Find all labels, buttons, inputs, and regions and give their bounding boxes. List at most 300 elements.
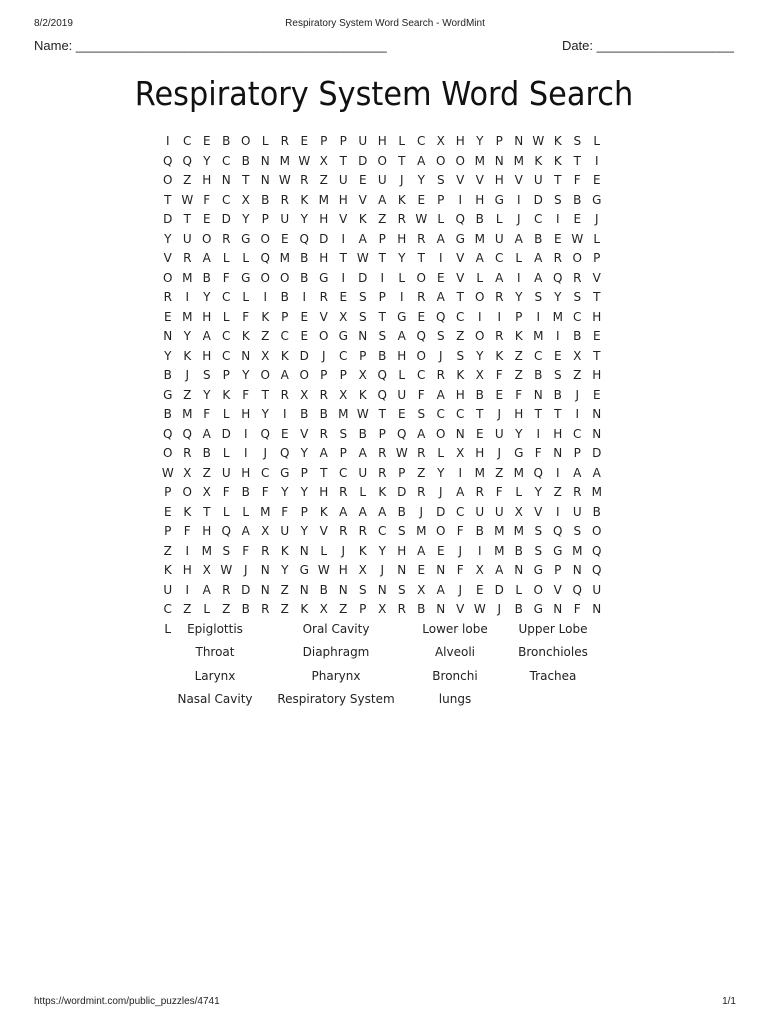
grid-letter: O [260, 270, 270, 285]
grid-letter: H [494, 173, 504, 187]
grid-letter: F [573, 173, 581, 187]
grid-letter: R [397, 212, 406, 226]
grid-letter: N [358, 329, 368, 343]
grid-letter: K [300, 602, 309, 616]
grid-letter: K [261, 309, 270, 324]
grid-letter: U [494, 426, 504, 441]
grid-letter: D [241, 582, 251, 597]
grid-letter: H [202, 524, 212, 538]
grid-letter: R [300, 173, 309, 187]
grid-letter: U [221, 465, 231, 480]
grid-letter: S [573, 290, 582, 304]
grid-letter: M [474, 153, 485, 168]
grid-letter: D [397, 485, 407, 499]
grid-letter: X [202, 485, 211, 499]
grid-letter: H [202, 348, 212, 363]
grid-letter: O [163, 173, 173, 187]
grid-letter: R [183, 251, 192, 265]
grid-letter: P [495, 134, 503, 148]
grid-letter: R [417, 290, 426, 304]
grid-letter: S [397, 524, 406, 538]
grid-letter: I [536, 426, 541, 441]
grid-letter: N [377, 582, 387, 597]
grid-letter: P [378, 290, 386, 304]
grid-letter: D [221, 426, 231, 441]
grid-letter: V [514, 173, 523, 187]
grid-letter: J [594, 212, 599, 226]
grid-letter: R [573, 270, 582, 285]
grid-letter: B [475, 524, 484, 538]
grid-letter: C [280, 329, 289, 343]
grid-letter: E [280, 426, 289, 441]
grid-letter: V [475, 173, 484, 187]
grid-letter: Z [261, 329, 270, 343]
grid-letter: D [592, 446, 602, 460]
grid-letter: N [241, 348, 251, 363]
word-list-item: Larynx [194, 668, 236, 683]
grid-letter: Q [377, 387, 387, 402]
grid-letter: E [339, 290, 348, 304]
grid-letter: R [183, 446, 192, 460]
grid-letter: A [319, 446, 328, 460]
grid-letter: R [280, 387, 289, 402]
grid-letter: K [397, 192, 406, 207]
grid-letter: R [417, 231, 426, 246]
grid-letter: Q [163, 153, 173, 168]
word-list-item: Pharynx [311, 668, 361, 683]
grid-letter: Z [553, 485, 562, 499]
grid-letter: M [182, 309, 193, 324]
grid-letter: Y [242, 212, 250, 226]
grid-letter: J [458, 543, 463, 558]
grid-letter: P [339, 368, 347, 382]
grid-letter: O [241, 134, 251, 148]
grid-letter: E [475, 426, 484, 441]
grid-letter: Y [183, 329, 191, 343]
grid-letter: C [222, 153, 231, 168]
grid-letter: T [378, 251, 386, 265]
print-date: 8/2/2019 [34, 18, 73, 29]
grid-letter: T [534, 407, 542, 421]
grid-letter: P [359, 348, 367, 363]
grid-letter: K [222, 387, 231, 402]
grid-letter: I [282, 407, 287, 421]
grid-letter: X [417, 582, 426, 597]
grid-letter: C [573, 426, 582, 441]
grid-letter: A [417, 543, 426, 558]
grid-letter: O [455, 153, 465, 168]
grid-letter: D [436, 504, 446, 519]
grid-letter: K [534, 153, 543, 168]
grid-letter: X [358, 563, 367, 577]
grid-letter: R [378, 446, 387, 460]
grid-letter: Z [183, 602, 192, 616]
grid-letter: L [398, 368, 406, 382]
word-list-item: Diaphragm [302, 645, 370, 660]
grid-letter: I [555, 212, 560, 226]
grid-letter: Y [300, 485, 308, 499]
grid-letter: Y [476, 348, 484, 363]
grid-letter: O [475, 329, 485, 343]
grid-letter: H [319, 485, 329, 499]
grid-letter: M [474, 231, 485, 246]
grid-letter: O [416, 270, 426, 285]
grid-letter: F [495, 368, 503, 382]
grid-letter: S [222, 543, 231, 558]
grid-letter: A [534, 270, 543, 285]
grid-letter: M [182, 270, 193, 285]
grid-letter: C [261, 465, 270, 480]
grid-letter: B [397, 504, 406, 519]
grid-letter: F [242, 309, 250, 324]
grid-letter: T [261, 387, 269, 402]
grid-letter: T [593, 290, 601, 304]
grid-letter: Y [300, 446, 308, 460]
grid-letter: A [417, 153, 426, 168]
date-field: Date: ___________________ [561, 38, 734, 53]
grid-letter: M [533, 329, 544, 343]
grid-letter: U [397, 387, 407, 402]
grid-letter: A [358, 504, 367, 519]
grid-letter: C [378, 524, 387, 538]
grid-letter: F [222, 485, 230, 499]
grid-letter: W [317, 563, 330, 577]
grid-letter: S [553, 368, 562, 382]
grid-letter: J [380, 563, 385, 577]
grid-letter: Z [514, 348, 523, 363]
grid-letter: E [436, 270, 445, 285]
grid-letter: R [339, 524, 348, 538]
grid-letter: H [319, 212, 329, 226]
grid-letter: Z [183, 173, 192, 187]
grid-letter: W [181, 192, 194, 207]
grid-letter: R [378, 465, 387, 480]
grid-letter: P [359, 602, 367, 616]
grid-letter: H [397, 348, 407, 363]
grid-letter: H [202, 309, 212, 324]
grid-letter: W [473, 602, 486, 616]
grid-letter: L [593, 231, 601, 246]
grid-letter: N [260, 582, 270, 597]
grid-letter: S [378, 329, 387, 343]
grid-letter: J [321, 348, 326, 363]
grid-letter: B [358, 426, 367, 441]
word-list-item [501, 689, 605, 712]
grid-letter: N [514, 134, 524, 148]
grid-letter: N [553, 602, 563, 616]
grid-letter: L [320, 543, 328, 558]
grid-letter: C [534, 212, 543, 226]
grid-letter: J [399, 173, 404, 187]
grid-letter: S [397, 582, 406, 597]
grid-letter: R [339, 485, 348, 499]
grid-letter: L [437, 212, 445, 226]
grid-letter: N [260, 173, 270, 187]
grid-letter: Q [260, 251, 270, 265]
grid-letter: Y [203, 290, 211, 304]
grid-letter: Y [476, 134, 484, 148]
grid-letter: B [300, 251, 309, 265]
grid-letter: R [573, 485, 582, 499]
grid-letter: P [593, 251, 601, 265]
grid-letter: E [300, 309, 309, 324]
grid-letter: E [163, 504, 172, 519]
grid-letter: L [398, 134, 406, 148]
grid-letter: J [458, 582, 463, 597]
grid-letter: A [534, 251, 543, 265]
grid-letter: O [377, 153, 387, 168]
grid-letter: B [592, 504, 601, 519]
grid-letter: W [278, 173, 291, 187]
grid-letter: T [339, 251, 347, 265]
grid-letter: E [202, 134, 211, 148]
grid-letter: T [203, 504, 211, 519]
grid-letter: H [202, 173, 212, 187]
grid-letter: J [341, 543, 346, 558]
grid-letter: I [302, 290, 307, 304]
grid-letter: Y [417, 173, 425, 187]
grid-letter: B [573, 329, 582, 343]
grid-letter: O [592, 524, 602, 538]
grid-letter: R [417, 485, 426, 499]
grid-letter: O [260, 368, 270, 382]
grid-letter: W [415, 212, 428, 226]
grid-letter: S [436, 173, 445, 187]
grid-letter: P [339, 134, 347, 148]
grid-letter: A [339, 504, 348, 519]
grid-letter: Q [416, 329, 426, 343]
grid-letter: F [222, 270, 230, 285]
grid-letter: H [455, 387, 465, 402]
grid-letter: R [417, 446, 426, 460]
grid-letter: I [185, 543, 190, 558]
grid-letter: X [261, 348, 270, 363]
grid-letter: G [553, 543, 563, 558]
grid-letter: S [534, 543, 543, 558]
grid-letter: P [300, 504, 308, 519]
grid-letter: P [320, 368, 328, 382]
grid-letter: P [320, 134, 328, 148]
grid-letter: H [319, 251, 329, 265]
grid-letter: P [437, 192, 445, 207]
grid-letter: S [456, 348, 465, 363]
grid-letter: I [458, 192, 463, 207]
grid-letter: Q [592, 543, 602, 558]
grid-letter: K [378, 485, 387, 499]
grid-letter: O [163, 270, 173, 285]
grid-letter: G [338, 329, 348, 343]
name-field: Name: ___________________________________________ [34, 38, 387, 53]
grid-letter: H [592, 368, 602, 382]
grid-letter: B [241, 153, 250, 168]
grid-letter: P [261, 212, 269, 226]
grid-letter: P [573, 446, 581, 460]
grid-letter: U [494, 231, 504, 246]
word-search-grid [158, 132, 607, 639]
grid-letter: M [494, 524, 505, 538]
grid-letter: E [592, 329, 601, 343]
grid-letter: E [417, 309, 426, 324]
grid-letter: I [341, 270, 346, 285]
grid-letter: L [359, 485, 367, 499]
grid-letter: P [339, 446, 347, 460]
grid-letter: H [338, 563, 348, 577]
grid-letter: S [553, 192, 562, 207]
grid-letter: A [202, 329, 211, 343]
print-footer [34, 996, 736, 1010]
grid-letter: V [163, 251, 172, 265]
grid-letter: L [398, 270, 406, 285]
grid-letter: S [573, 134, 582, 148]
grid-letter: D [163, 212, 173, 226]
grid-letter: F [534, 446, 542, 460]
grid-letter: X [241, 192, 250, 207]
grid-letter: Z [417, 465, 426, 480]
grid-letter: B [378, 348, 387, 363]
grid-letter: M [279, 153, 290, 168]
grid-letter: E [495, 387, 504, 402]
grid-letter: A [378, 504, 387, 519]
grid-letter: N [299, 582, 309, 597]
word-list-item: Epiglottis [187, 622, 243, 636]
grid-letter: L [242, 504, 250, 519]
grid-letter: H [397, 231, 407, 246]
grid-letter: C [573, 309, 582, 324]
grid-letter: I [185, 582, 190, 597]
word-list-item: Respiratory System [277, 691, 395, 706]
grid-letter: L [222, 407, 230, 421]
grid-letter: N [338, 582, 348, 597]
grid-letter: C [163, 602, 172, 616]
grid-letter: O [533, 582, 543, 597]
grid-letter: O [260, 231, 270, 246]
grid-letter: E [397, 407, 406, 421]
grid-letter: O [436, 524, 446, 538]
grid-letter: J [438, 485, 443, 499]
grid-letter: S [534, 290, 543, 304]
grid-letter: G [494, 192, 504, 207]
grid-letter: Y [281, 563, 289, 577]
grid-letter: T [554, 407, 562, 421]
grid-letter: H [592, 309, 602, 324]
grid-letter: L [203, 602, 211, 616]
grid-letter: O [319, 329, 329, 343]
grid-letter: R [163, 290, 172, 304]
grid-letter: O [202, 231, 212, 246]
grid-letter: V [358, 192, 367, 207]
grid-letter: Y [164, 231, 172, 246]
grid-letter: O [572, 251, 582, 265]
grid-letter: L [222, 309, 230, 324]
word-list-item: Trachea [529, 668, 577, 683]
grid-letter: G [241, 270, 251, 285]
grid-letter: R [358, 524, 367, 538]
grid-letter: W [298, 153, 311, 168]
grid-letter: S [534, 524, 543, 538]
grid-letter: U [475, 504, 485, 519]
grid-letter: L [222, 251, 230, 265]
grid-letter: E [573, 212, 582, 226]
grid-letter: Q [553, 524, 563, 538]
grid-letter: A [495, 270, 504, 285]
print-header [34, 18, 736, 32]
print-url: https://wordmint.com/public_puzzles/4741 [34, 996, 220, 1007]
grid-letter: Q [377, 368, 387, 382]
grid-letter: X [573, 348, 582, 363]
grid-letter: Z [319, 173, 328, 187]
grid-letter: E [280, 231, 289, 246]
grid-letter: C [456, 407, 465, 421]
word-list-item: Bronchi [432, 668, 478, 683]
grid-letter: Z [378, 212, 387, 226]
grid-letter: I [516, 270, 521, 285]
grid-letter: V [456, 173, 465, 187]
grid-letter: J [438, 348, 443, 363]
grid-letter: F [261, 485, 269, 499]
grid-letter: X [339, 309, 348, 324]
grid-letter: R [397, 602, 406, 616]
grid-letter: N [592, 407, 602, 421]
grid-letter: Z [280, 582, 289, 597]
grid-letter: H [475, 192, 485, 207]
grid-letter: B [241, 485, 250, 499]
grid-letter: B [475, 387, 484, 402]
grid-letter: R [280, 134, 289, 148]
grid-letter: A [456, 485, 465, 499]
grid-letter: L [515, 251, 523, 265]
grid-letter: M [513, 465, 524, 480]
grid-letter: P [164, 524, 172, 538]
grid-letter: Y [203, 387, 211, 402]
grid-letter: W [532, 134, 545, 148]
grid-letter: D [299, 348, 309, 363]
grid-letter: L [495, 212, 503, 226]
grid-letter: V [456, 602, 465, 616]
grid-letter: F [515, 387, 523, 402]
grid-letter: A [397, 329, 406, 343]
grid-letter: I [477, 543, 482, 558]
grid-letter: R [261, 543, 270, 558]
grid-letter: X [378, 602, 387, 616]
grid-letter: B [553, 387, 562, 402]
grid-letter: C [495, 251, 504, 265]
grid-letter: V [456, 270, 465, 285]
grid-letter: G [533, 602, 543, 616]
grid-letter: C [417, 368, 426, 382]
grid-letter: O [475, 290, 485, 304]
grid-letter: A [202, 426, 211, 441]
grid-letter: B [202, 446, 211, 460]
grid-letter: C [222, 192, 231, 207]
grid-letter: V [456, 251, 465, 265]
grid-letter: M [201, 543, 212, 558]
grid-letter: A [436, 387, 445, 402]
grid-letter: T [476, 407, 484, 421]
grid-letter: I [458, 465, 463, 480]
grid-letter: I [165, 134, 170, 148]
grid-letter: B [202, 270, 211, 285]
grid-letter: R [222, 582, 231, 597]
grid-letter: X [319, 602, 328, 616]
grid-letter: L [437, 446, 445, 460]
grid-letter: Q [436, 309, 446, 324]
grid-letter: X [319, 153, 328, 168]
grid-letter: J [263, 446, 268, 460]
grid-letter: Q [182, 153, 192, 168]
grid-letter: C [456, 504, 465, 519]
grid-letter: U [572, 504, 582, 519]
grid-letter: Z [163, 543, 172, 558]
